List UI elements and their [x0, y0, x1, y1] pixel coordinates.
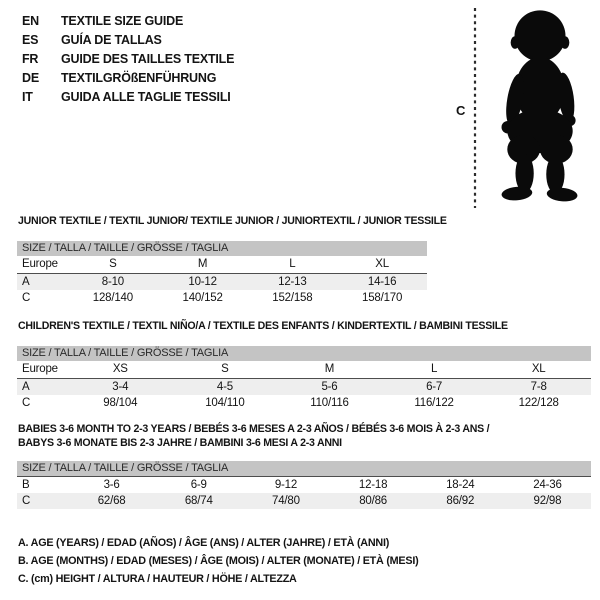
size-table-babies	[17, 461, 591, 509]
column-header: S	[109, 258, 117, 270]
size-cell: 110/116	[310, 397, 349, 409]
column-header: XS	[112, 363, 128, 375]
size-header-bar: SIZE / TALLA / TAILLE / GRÖSSE / TAGLIA	[17, 346, 591, 361]
size-cell: 8-10	[101, 276, 124, 288]
size-cell: 5-6	[321, 381, 338, 393]
language-label: GUIDA ALLE TAGLIE TESSILI	[61, 90, 231, 104]
language-label: TEXTILE SIZE GUIDE	[61, 14, 184, 28]
size-cell: 6-7	[426, 381, 443, 393]
region-label: Europe	[22, 258, 58, 270]
footnote-b: B. AGE (MONTHS) / EDAD (MESES) / ÂGE (MOIS) / ALTER (MONATE) / ETÀ (MESI)	[18, 555, 419, 567]
table-row-age	[17, 274, 427, 290]
column-header: M	[197, 258, 208, 270]
size-cell: 98/104	[103, 397, 138, 409]
language-label: TEXTILGRÖßENFÜHRUNG	[61, 71, 217, 85]
language-code: FR	[22, 52, 39, 66]
size-cell: 140/152	[182, 292, 223, 304]
language-row	[22, 88, 234, 107]
size-cell: 12-18	[358, 479, 388, 491]
column-header: L	[430, 363, 438, 375]
language-code: DE	[22, 71, 39, 85]
language-row	[22, 69, 234, 88]
size-table-children	[17, 346, 591, 412]
language-row	[22, 31, 234, 50]
row-label: C	[22, 397, 31, 409]
size-cell: 62/68	[97, 495, 126, 507]
size-cell: 68/74	[184, 495, 213, 507]
row-label: A	[22, 276, 30, 288]
size-cell: 3-4	[112, 381, 129, 393]
size-cell: 18-24	[446, 479, 475, 491]
language-row	[22, 12, 234, 31]
size-cell: 92/98	[533, 495, 562, 507]
baby-silhouette-icon	[486, 6, 594, 213]
language-row	[22, 50, 234, 69]
size-cell: 10-12	[188, 276, 217, 288]
size-cell: 74/80	[272, 495, 300, 507]
column-header: L	[289, 258, 296, 270]
size-cell: 122/128	[518, 397, 559, 409]
measure-label-c: C	[456, 103, 466, 118]
row-label: B	[22, 479, 30, 491]
size-cell: 104/110	[205, 397, 245, 409]
row-label: C	[22, 495, 31, 507]
size-cell: 4-5	[216, 381, 233, 393]
size-cell: 80/86	[359, 495, 387, 507]
size-cell: 128/140	[92, 292, 133, 304]
size-table-junior	[17, 241, 427, 307]
language-code: EN	[22, 14, 39, 28]
table-row-height	[17, 395, 591, 412]
size-cell: 12-13	[278, 276, 307, 288]
language-code: ES	[22, 33, 39, 47]
column-header: XL	[531, 363, 546, 375]
row-label: A	[22, 381, 30, 393]
column-header: S	[221, 363, 229, 375]
size-cell: 9-12	[274, 479, 298, 491]
size-cell: 24-36	[533, 479, 562, 491]
row-label: C	[22, 292, 31, 304]
column-header-row	[17, 256, 427, 273]
table-row-age	[17, 379, 591, 395]
column-header: M	[324, 363, 335, 375]
children-table-title: CHILDREN'S TEXTILE / TEXTIL NIÑO/A / TEXTILE DES ENFANTS / KINDERTEXTIL / BAMBINI TESSILE	[18, 320, 508, 332]
language-code: IT	[22, 90, 33, 104]
column-header-row	[17, 361, 591, 378]
size-header-bar: SIZE / TALLA / TAILLE / GRÖSSE / TAGLIA	[17, 241, 427, 256]
table-row-height	[17, 290, 427, 307]
size-cell: 152/158	[272, 292, 313, 304]
height-measure-line	[473, 8, 477, 213]
size-cell: 3-6	[103, 479, 120, 491]
size-header-bar: SIZE / TALLA / TAILLE / GRÖSSE / TAGLIA	[17, 461, 591, 476]
footnote-c: C. (cm) HEIGHT / ALTURA / HAUTEUR / HÖHE / ALTEZZA	[18, 573, 297, 585]
size-cell: 14-16	[367, 276, 397, 288]
column-header: XL	[375, 258, 389, 270]
region-label: Europe	[22, 363, 58, 375]
babies-table-title-line1: BABIES 3-6 MONTH TO 2-3 YEARS / BEBÉS 3-6 MESES A 2-3 AÑOS / BÉBÉS 3-6 MOIS À 2-3 ANS /	[18, 423, 490, 435]
size-cell: 7-8	[530, 381, 547, 393]
babies-table-title	[18, 423, 580, 450]
language-title-list	[22, 12, 234, 107]
table-row-height	[17, 493, 591, 509]
language-label: GUIDE DES TAILLES TEXTILE	[61, 52, 235, 66]
size-cell: 116/122	[414, 397, 454, 409]
size-cell: 86/92	[446, 495, 475, 507]
size-cell: 158/170	[362, 292, 403, 304]
table-row-age-months	[17, 477, 591, 493]
size-cell: 6-9	[190, 479, 207, 491]
babies-table-title-line2: BABYS 3-6 MONATE BIS 2-3 JAHRE / BAMBINI 3-6 MESI A 2-3 ANNI	[18, 436, 342, 449]
junior-table-title: JUNIOR TEXTILE / TEXTIL JUNIOR/ TEXTILE JUNIOR / JUNIORTEXTIL / JUNIOR TESSILE	[18, 215, 447, 227]
language-label: GUÍA DE TALLAS	[61, 33, 162, 47]
footnote-a: A. AGE (YEARS) / EDAD (AÑOS) / ÂGE (ANS) / ALTER (JAHRE) / ETÀ (ANNI)	[18, 537, 390, 549]
footnote-legend	[18, 534, 418, 588]
